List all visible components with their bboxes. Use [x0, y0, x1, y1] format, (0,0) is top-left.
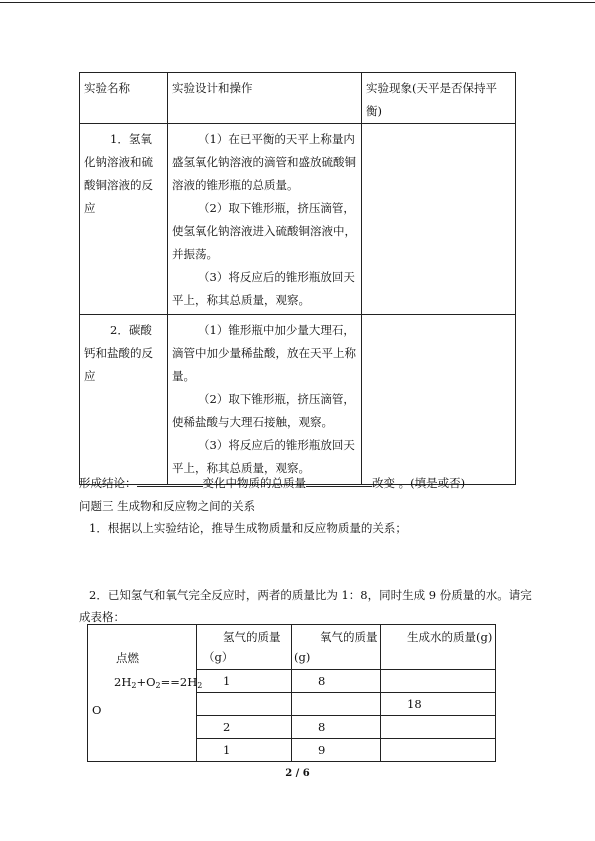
equation-tail: O — [92, 703, 102, 717]
h2-mass-cell[interactable]: 2 — [197, 716, 292, 739]
step: （2）取下锥形瓶，挤压滴管，使氢氧化钠溶液进入硫酸铜溶液中，并振荡。 — [172, 201, 356, 261]
header-experiment-name: 实验名称 — [80, 73, 168, 124]
experiment-steps — [168, 124, 362, 315]
table-row — [80, 124, 516, 315]
step: （3）将反应后的锥形瓶放回天平上，称其总质量，观察。 — [172, 438, 355, 475]
header-design: 实验设计和操作 — [168, 73, 362, 124]
h2-mass-cell[interactable] — [197, 693, 292, 716]
phenomenon-cell[interactable] — [362, 315, 516, 485]
step: （2）取下锥形瓶，挤压滴管，使稀盐酸与大理石接触，观察。 — [172, 392, 355, 429]
experiment-name: 2．碳酸钙和盐酸的反应 — [80, 315, 168, 485]
h2-mass-cell[interactable]: 1 — [197, 670, 292, 693]
answer-blank[interactable] — [306, 472, 372, 487]
experiment-name: 1．氢氧化钠溶液和硫酸铜溶液的反应 — [80, 124, 168, 315]
conclusion-suffix: 改变 。(填是或否) — [372, 476, 466, 490]
conclusion-line — [79, 472, 465, 495]
experiment-table — [79, 72, 516, 485]
experiment-steps — [168, 315, 362, 485]
water-mass-cell[interactable] — [381, 739, 496, 762]
step: （1）锥形瓶中加少量大理石，滴管中加少量稀盐酸，放在天平上称量。 — [172, 323, 356, 383]
step: （1）在已平衡的天平上称量内盛氢氧化钠溶液的滴管和盛放硫酸铜溶液的锥形瓶的总质量。 — [172, 132, 356, 192]
question-2-line2: 成表格： — [79, 610, 125, 624]
o2-mass-cell[interactable]: 8 — [292, 670, 381, 693]
conclusion-prefix: 形成结论： — [79, 476, 137, 490]
condition-label: 点燃 — [116, 651, 139, 665]
table-row — [80, 315, 516, 485]
section-title: 问题三 生成物和反应物之间的关系 — [79, 499, 256, 513]
water-mass-cell[interactable] — [381, 716, 496, 739]
water-mass-cell[interactable] — [381, 670, 496, 693]
equation-cell — [88, 625, 203, 762]
header-water-mass: 生成水的质量(g) — [381, 625, 496, 670]
o2-mass-cell[interactable]: 9 — [292, 739, 381, 762]
chemical-equation: $2H_2+O_2==2H_2$ — [114, 675, 203, 690]
header-o2-mass: 氧气的质量(g) — [292, 625, 381, 670]
header-rule — [0, 2, 595, 3]
h2-mass-cell[interactable]: 1 — [197, 739, 292, 762]
mass-table — [87, 624, 496, 762]
question-2-line1: 2．已知氢气和氧气完全反应时，两者的质量比为 1：8，同时生成 9 份质量的水。请完 — [89, 588, 532, 602]
o2-mass-cell[interactable]: 8 — [292, 716, 381, 739]
table-header-row — [88, 625, 496, 670]
answer-blank[interactable] — [137, 472, 203, 487]
o2-mass-cell[interactable] — [292, 693, 381, 716]
question-1: 1．根据以上实验结论，推导生成物质量和反应物质量的关系； — [89, 521, 407, 535]
phenomenon-cell[interactable] — [362, 124, 516, 315]
step: （3）将反应后的锥形瓶放回天平上，称其总质量，观察。 — [172, 270, 355, 307]
page-number: 2 / 6 — [285, 768, 310, 779]
header-phenomenon: 实验现象(天平是否保持平衡) — [362, 73, 516, 124]
water-mass-cell[interactable]: 18 — [381, 693, 496, 716]
conclusion-middle: 变化中物质的总质量 — [202, 476, 306, 490]
header-h2-mass: 氢气的质量（g） — [197, 625, 292, 670]
table-header-row — [80, 73, 516, 124]
